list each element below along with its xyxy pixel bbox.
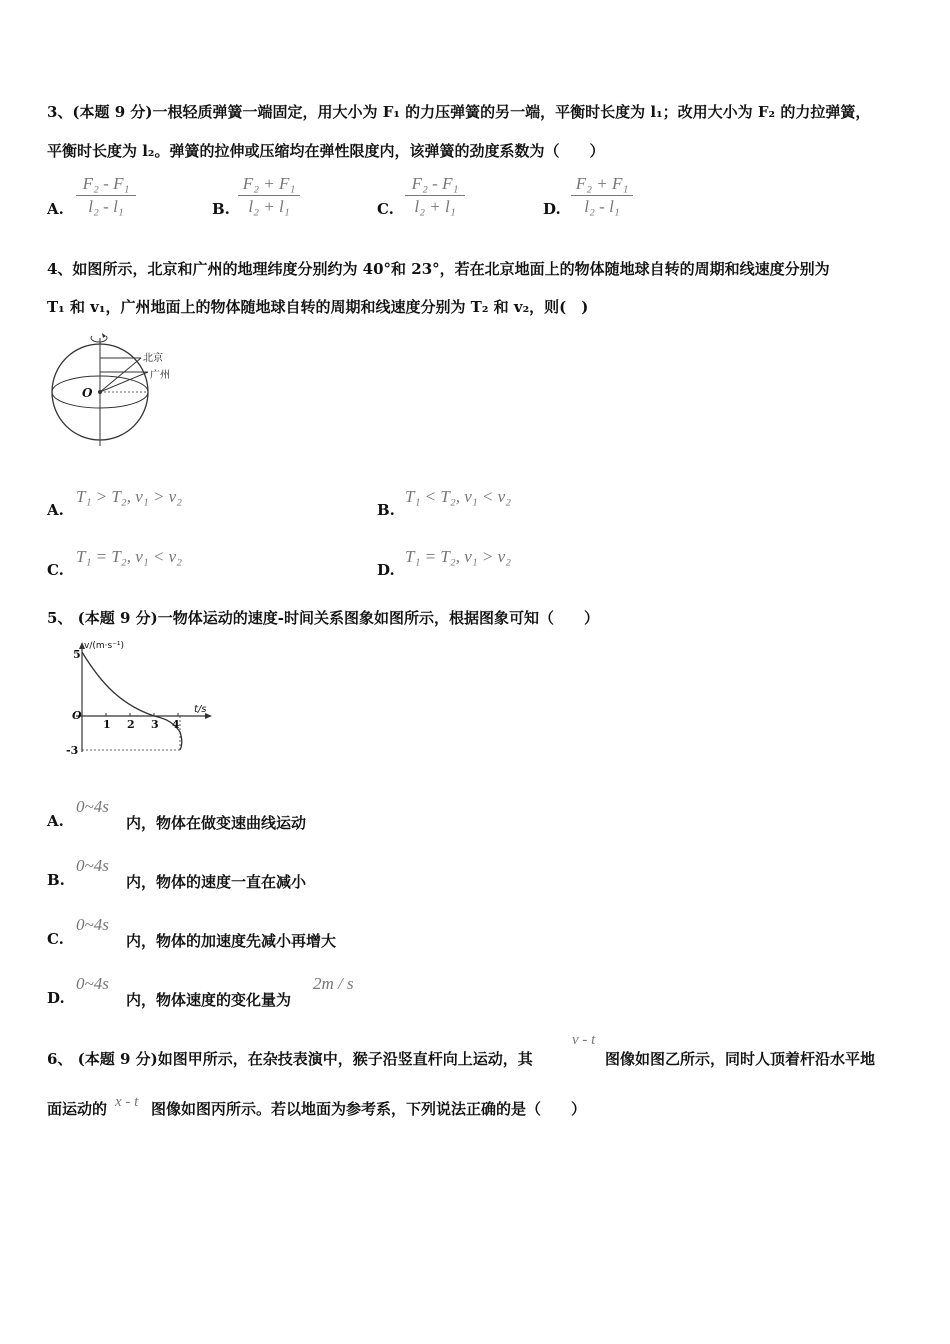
option-extra: 2m / s [313, 974, 354, 993]
graph-y5: 5 [73, 648, 81, 661]
graph-x2: 2 [127, 718, 135, 731]
q6-line2b: 图像如图丙所示。若以地面为参考系，下列说法正确的是（ ） [151, 1100, 587, 1118]
q6-expr-xt: x - t [115, 1094, 139, 1110]
label-center: O [82, 386, 93, 400]
option-expr: 0~4s [76, 974, 109, 993]
numerator: F₂ + F₁ [242, 174, 296, 193]
graph-origin: O [72, 709, 82, 722]
option-label: B. [377, 501, 395, 519]
graph-x4: 4 [172, 718, 180, 731]
option-text: 内，物体的加速度先减小再增大 [126, 932, 337, 950]
option-expr: 0~4s [76, 915, 109, 934]
numerator: F₂ - F₁ [82, 174, 130, 193]
q6-line2a: 面运动的 [47, 1100, 108, 1118]
q3-line1: 3、(本题 9 分)一根轻质弹簧一端固定，用大小为 F₁ 的力压弹簧的另一端，平衡时长度为 l₁；改用大小为 F₂ 的力拉弹簧， [47, 103, 871, 121]
denominator: l₂ - l₁ [584, 197, 620, 216]
option-label: A. [47, 501, 64, 519]
denominator: l₂ + l₁ [414, 197, 456, 216]
earth-figure [48, 330, 178, 450]
numerator: F₂ + F₁ [575, 174, 629, 193]
option-label: D. [377, 561, 395, 579]
option-expr: T₁ = T₂, v₁ > v₂ [405, 547, 512, 566]
option-label: B. [212, 200, 230, 218]
vt-curve [82, 652, 182, 750]
option-text: 内，物体在做变速曲线运动 [126, 814, 307, 832]
denominator: l₂ + l₁ [248, 197, 290, 216]
option-label: A. [47, 812, 64, 830]
graph-x1: 1 [103, 718, 111, 731]
option-expr: T₁ = T₂, v₁ < v₂ [76, 547, 183, 566]
q3-line2: 平衡时长度为 l₂。弹簧的拉伸或压缩均在弹性限度内，该弹簧的劲度系数为（ ） [47, 142, 605, 160]
fraction [238, 174, 300, 217]
option-expr: T₁ > T₂, v₁ > v₂ [76, 487, 183, 506]
fraction [405, 174, 465, 217]
q6-line1a: 6、 (本题 9 分)如图甲所示，在杂技表演中，猴子沿竖直杆向上运动，其 [47, 1050, 533, 1068]
q6-expr-vt: v - t [572, 1032, 596, 1048]
option-expr: 0~4s [76, 797, 109, 816]
fraction [571, 174, 633, 217]
option-label: D. [543, 200, 561, 218]
label-guangzhou: 广州 [150, 370, 170, 381]
center-point [98, 390, 102, 394]
numerator: F₂ - F₁ [411, 174, 459, 193]
graph-yneg: -3 [66, 744, 79, 757]
vt-graph [62, 640, 222, 760]
option-text: 内，物体速度的变化量为 [126, 991, 292, 1009]
q4-line2: T₁ 和 v₁，广州地面上的物体随地球自转的周期和线速度分别为 T₂ 和 v₂，则( ) [47, 298, 589, 316]
fraction [76, 174, 136, 217]
denominator: l₂ - l₁ [88, 197, 124, 216]
option-label: C. [377, 200, 394, 218]
graph-xlabel: t/s [194, 704, 207, 715]
q6-line1b: 图像如图乙所示，同时人顶着杆沿水平地 [605, 1050, 876, 1068]
option-expr: 0~4s [76, 856, 109, 875]
option-expr: T₁ < T₂, v₁ < v₂ [405, 487, 512, 506]
option-text: 内，物体的速度一直在减小 [126, 873, 307, 891]
option-label: C. [47, 561, 64, 579]
option-label: A. [47, 200, 64, 218]
graph-ylabel: v/(m·s⁻¹) [84, 641, 125, 651]
option-label: C. [47, 930, 64, 948]
label-beijing: 北京 [143, 353, 163, 364]
q5-line1: 5、 (本题 9 分)一物体运动的速度-时间关系图象如图所示，根据图象可知（ ） [47, 609, 599, 627]
graph-x3: 3 [151, 718, 159, 731]
option-label: D. [47, 989, 65, 1007]
option-label: B. [47, 871, 65, 889]
q4-line1: 4、如图所示，北京和广州的地理纬度分别约为 40°和 23°，若在北京地面上的物体随地球自转的周期和线速度分别为 [47, 260, 830, 278]
